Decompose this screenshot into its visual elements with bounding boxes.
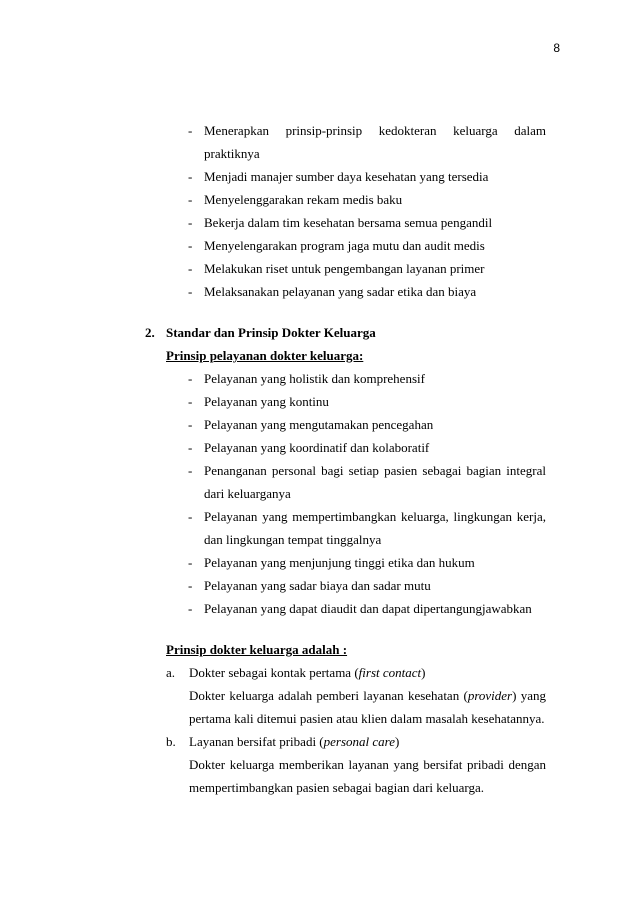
bullet-dash: - <box>188 578 193 593</box>
list-item: Pelayanan yang mempertimbangkan keluarga, lingkungan kerja, <box>204 509 546 524</box>
list-item: Menerapkan prinsip-prinsip kedokteran keluarga dalam <box>204 123 546 138</box>
bullet-dash: - <box>188 440 193 455</box>
principle-a-body-line-2: pertama kali ditemui pasien atau klien dalam masalah kesehatannya. <box>189 711 545 726</box>
principles-heading: Prinsip dokter keluarga adalah : <box>166 642 348 657</box>
list-item: Pelayanan yang holistik dan komprehensif <box>204 371 425 386</box>
bullet-dash: - <box>188 238 193 253</box>
list-item-continuation: praktiknya <box>204 146 260 161</box>
bullet-dash: - <box>188 169 193 184</box>
principle-b-title: Layanan bersifat pribadi (personal care) <box>189 734 400 749</box>
principle-b-body-line-2: mempertimbangkan pasien sebagai bagian dari keluarga. <box>189 780 485 795</box>
bullet-dash: - <box>188 601 193 616</box>
list-item: Pelayanan yang sadar biaya dan sadar mutu <box>204 578 431 593</box>
bullet-dash: - <box>188 215 193 230</box>
list-item: Menyelengarakan program jaga mutu dan audit medis <box>204 238 485 253</box>
list-item: Pelayanan yang menjunjung tinggi etika dan hukum <box>204 555 475 570</box>
list-item: Pelayanan yang koordinatif dan kolaboratif <box>204 440 430 455</box>
list-item: Melakukan riset untuk pengembangan layanan primer <box>204 261 485 276</box>
principle-a-title: Dokter sebagai kontak pertama (first contact) <box>189 665 426 680</box>
bullet-dash: - <box>188 371 193 386</box>
list-item: Pelayanan yang mengutamakan pencegahan <box>204 417 434 432</box>
list-item-continuation: dari keluarganya <box>204 486 291 501</box>
list-item: Penanganan personal bagi setiap pasien sebagai bagian integral <box>204 463 546 478</box>
section-number: 2. <box>145 325 155 340</box>
page-number: 8 <box>553 41 560 55</box>
list-item: Melaksanakan pelayanan yang sadar etika dan biaya <box>204 284 477 299</box>
principle-b-body-line-1: Dokter keluarga memberikan layanan yang bersifat pribadi dengan <box>189 757 546 772</box>
list-item: Pelayanan yang kontinu <box>204 394 329 409</box>
bullet-dash: - <box>188 463 193 478</box>
bullet-dash: - <box>188 261 193 276</box>
item-marker-b: b. <box>166 734 176 749</box>
item-marker-a: a. <box>166 665 176 680</box>
section-subheading: Prinsip pelayanan dokter keluarga: <box>166 348 364 363</box>
principle-a-body-line-1: Dokter keluarga adalah pemberi layanan kesehatan (provider) yang <box>189 688 546 703</box>
list-item: Bekerja dalam tim kesehatan bersama semua pengandil <box>204 215 493 230</box>
section-title: Standar dan Prinsip Dokter Keluarga <box>166 325 376 340</box>
bullet-dash: - <box>188 284 193 299</box>
bullet-dash: - <box>188 509 193 524</box>
bullet-dash: - <box>188 192 193 207</box>
list-item: Menyelenggarakan rekam medis baku <box>204 192 403 207</box>
list-item-continuation: dan lingkungan tempat tinggalnya <box>204 532 382 547</box>
bullet-dash: - <box>188 394 193 409</box>
bullet-dash: - <box>188 555 193 570</box>
list-item: Pelayanan yang dapat diaudit dan dapat dipertangungjawabkan <box>204 601 532 616</box>
list-item: Menjadi manajer sumber daya kesehatan yang tersedia <box>204 169 489 184</box>
bullet-dash: - <box>188 123 193 138</box>
bullet-dash: - <box>188 417 193 432</box>
